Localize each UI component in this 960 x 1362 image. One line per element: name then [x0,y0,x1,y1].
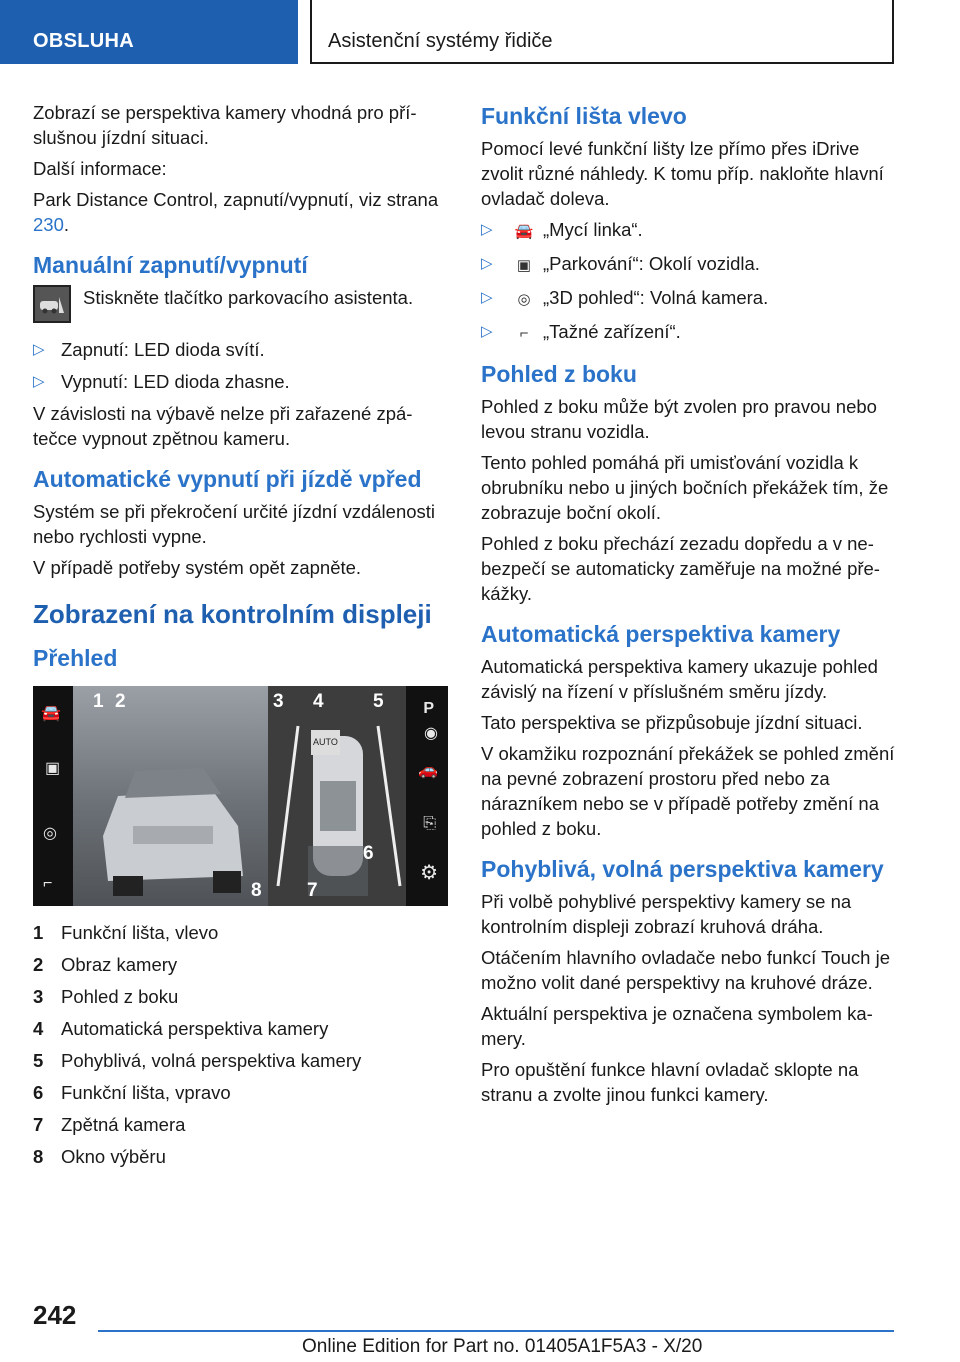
header-chapter [310,0,894,64]
paragraph: Otáčením hlavního ovladače nebo funkcí Touch je možno volit dané perspektivy na kruhové dráze. [481,947,890,993]
triangle-bullet-icon: ▷ [33,373,45,390]
paragraph: Zobrazí se perspektiva kamery vhodná pro pří-slušnou jízdní situaci. [33,102,417,148]
paragraph: V okamžiku rozpoznání překážek se pohled změní na pevné zobrazení prostoru před nebo za nárazníkem nebo se v případě potřeby změní na pohled z boku. [481,743,895,839]
legend-text: Okno výběru [61,1146,166,1167]
paragraph: Pohled z boku může být zvolen pro pravou nebo levou stranu vozidla. [481,396,877,442]
triangle-bullet-icon: ▷ [33,341,45,358]
view-list [481,217,901,346]
legend-item [33,1080,448,1105]
car-side-icon[interactable]: 🚗 [418,762,438,779]
legend-item [33,1112,448,1137]
header-section [0,0,298,64]
section-heading: Automatické vypnutí při jízdě vpřed [33,466,422,492]
section-heading: Manuální zapnutí/vypnutí [33,252,308,278]
callout-3: 3 [273,691,284,712]
3d-view-icon: ◎ [517,291,531,308]
on-off-list [33,337,448,394]
car-wash-icon: 🚘 [514,223,534,240]
section-heading: Pohled z boku [481,361,637,387]
page-link[interactable]: 230 [33,214,64,235]
legend-number: 1 [33,922,44,943]
legend-item [33,1144,448,1169]
callout-6: 6 [363,843,374,864]
tow-hitch-icon: ⌐ [519,325,529,342]
header-chapter-label: Asistenční systémy řidiče [328,30,553,52]
tow-hitch-icon[interactable]: ⌐ [43,875,53,892]
section-heading: Funkční lišta vlevo [481,103,687,129]
paragraph: V závislosti na výbavě nelze při zařazené zpá-tečce vypnout zpětnou kameru. [33,403,413,449]
steering-wheel-icon[interactable]: ◉ [424,725,438,742]
callout-7: 7 [307,880,318,901]
paragraph: Aktuální perspektiva je označena symbolem ka-mery. [481,1003,873,1049]
footer-rule [98,1330,894,1332]
right-column [481,102,901,1113]
section-heading: Pohyblivá, volná perspektiva kamery [481,856,884,882]
list-item: ▷ 🚘 „Mycí linka“. [481,217,901,244]
legend-text: Obraz kamery [61,954,178,975]
section-heading: Automatická perspektiva kamery [481,621,841,647]
header-section-label: OBSLUHA [33,30,134,52]
gear-icon[interactable]: ⚙ [420,862,438,884]
section-heading: Přehled [33,645,118,671]
callout-8: 8 [251,880,262,901]
legend-number: 3 [33,986,44,1007]
list-item: ▷ ◎ „3D pohled“: Volná kamera. [481,285,901,312]
triangle-bullet-icon: ▷ [481,289,493,306]
legend-item [33,920,448,945]
legend-number: 7 [33,1114,44,1135]
settings-screen-icon[interactable]: ⎘ [423,815,436,832]
callout-5: 5 [373,691,384,712]
legend-text: Funkční lišta, vlevo [61,922,219,943]
callout-1: 1 [93,691,104,712]
paragraph: Systém se při překročení určité jízdní vzdálenosti nebo rychlosti vypne. [33,501,436,547]
button-instruction: Stiskněte tlačítko parkovacího asistenta. [83,287,414,308]
legend-item [33,984,448,1009]
legend-item [33,1016,448,1041]
legend-text: Pohyblivá, volná perspektiva kamery [61,1050,362,1071]
camera-image [73,686,268,906]
list-item: ▷ Vypnutí: LED dioda zhasne. [33,371,290,392]
left-column [33,100,448,1176]
legend-text: Funkční lišta, vpravo [61,1082,231,1103]
paragraph: V případě potřeby systém opět zapněte. [33,557,362,578]
page-number: 242 [33,1300,77,1330]
list-item: ▷ ▣ „Parkování“: Okolí vozidla. [481,251,901,278]
callout-2: 2 [115,691,126,712]
legend-item [33,1048,448,1073]
triangle-bullet-icon: ▷ [481,323,493,340]
callout-4: 4 [313,691,324,712]
paragraph: Pro opuštění funkce hlavní ovladač sklopte na stranu a zvolte jinou funkci kamery. [481,1059,859,1105]
legend-text: Zpětná kamera [61,1114,186,1135]
paragraph: Při volbě pohyblivé perspektivy kamery se na kontrolním displeji zobrazí kruhová dráha. [481,891,852,937]
paragraph: Další informace: [33,158,167,179]
paragraph: Pohled z boku přechází zezadu dopředu a v ne-bezpečí se automaticky zaměřuje na možné pře-kážky. [481,533,880,604]
triangle-bullet-icon: ▷ [481,255,493,272]
pdc-button-row [33,285,448,323]
3d-view-icon[interactable]: ◎ [43,825,57,842]
legend-number: 4 [33,1018,44,1039]
legend-number: 5 [33,1050,44,1071]
paragraph: Tento pohled pomáhá při umisťování vozidla k obrubníku nebo u jiných bočních překážek tím, že zobrazuje boční okolí. [481,452,889,523]
legend-number: 6 [33,1082,44,1103]
paragraph: Automatická perspektiva kamery ukazuje pohled závislý na řízení v příslušném směru jízdy. [481,656,878,702]
park-assist-button-icon [33,285,71,323]
legend-text: Pohled z boku [61,986,179,1007]
footer-edition: Online Edition for Part no. 01405A1F5A3 - X/20 [302,1336,703,1357]
legend-number: 2 [33,954,44,975]
paragraph: Pomocí levé funkční lišty lze přímo přes iDrive zvolit různé náhledy. K tomu příp. nakloňte hlavní ovladač doleva. [481,138,884,209]
car-wash-icon[interactable]: 🚘 [41,705,61,722]
top-view [268,686,406,906]
legend-item [33,952,448,977]
list-item: ▷ ⌐ „Tažné zařízení“. [481,319,901,346]
list-item: ▷ Zapnutí: LED dioda svítí. [33,339,265,360]
paragraph: Tato perspektiva se přizpůsobuje jízdní situaci. [481,712,863,733]
parking-p-icon[interactable]: P [423,700,434,717]
chapter-heading: Zobrazení na kontrolním displeji [33,599,432,629]
figure-legend [33,920,448,1169]
legend-number: 8 [33,1146,44,1167]
parking-icon: ▣ [516,257,532,274]
triangle-bullet-icon: ▷ [481,221,493,238]
legend-text: Automatická perspektiva kamery [61,1018,329,1039]
control-display-figure [33,686,448,906]
auto-badge[interactable]: AUTO [311,730,340,755]
parking-icon[interactable]: ▣ [45,760,61,777]
paragraph: Park Distance Control, zapnutí/vypnutí, viz strana 230. [33,189,439,235]
